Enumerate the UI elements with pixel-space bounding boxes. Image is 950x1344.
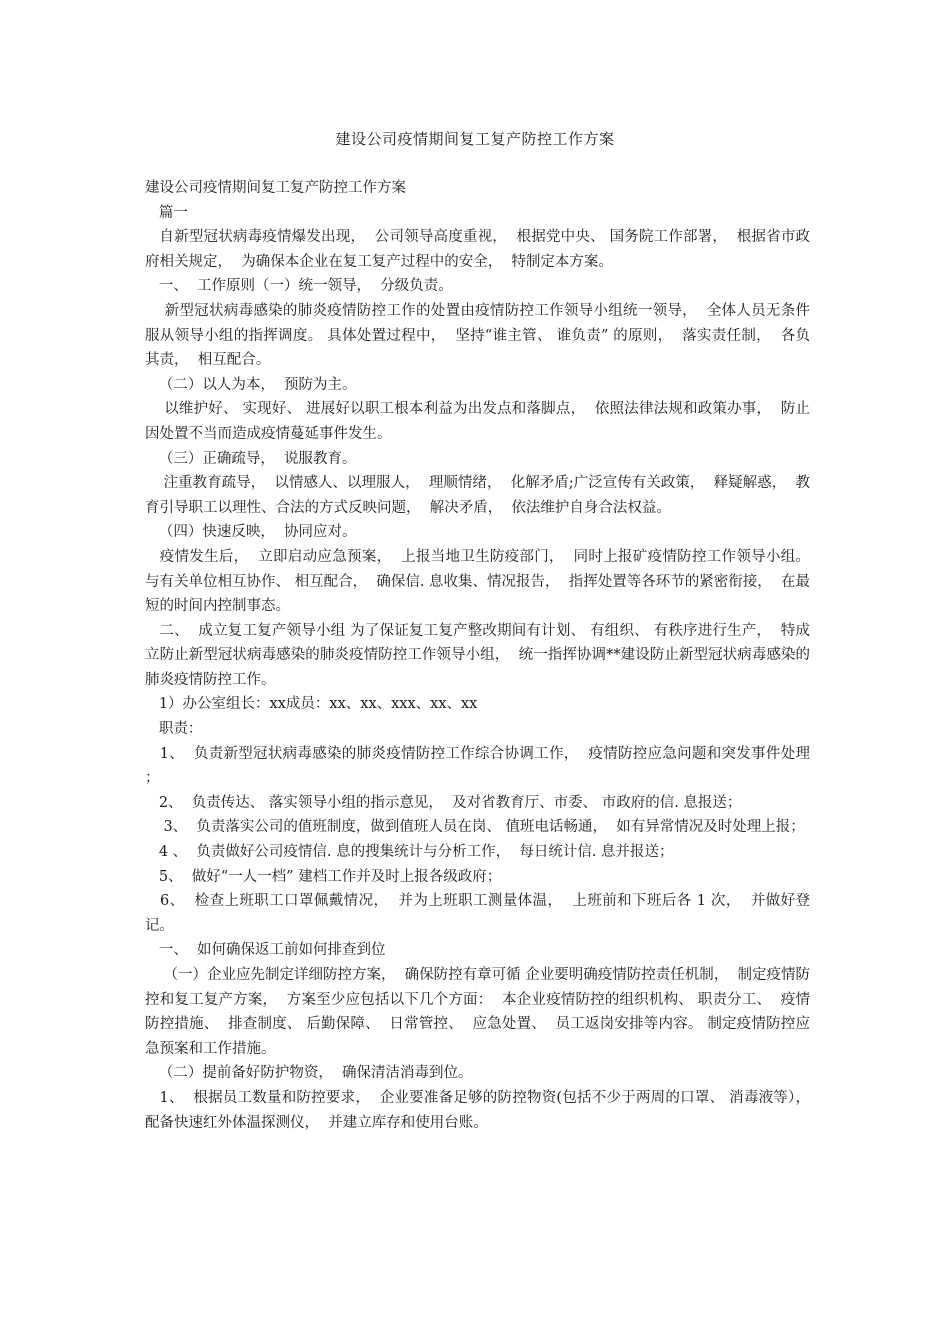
paragraph: 5、 做好“一人一档” 建档工作并及时上报各级政府； xyxy=(145,868,502,885)
paragraph: 3、 负责落实公司的值班制度，做到值班人员在岗、 值班电话畅通， 如有异常情况及时处理上报； xyxy=(145,819,805,836)
paragraph: 篇一 xyxy=(145,204,188,221)
paragraph: 1、 根据员工数量和防控要求， 企业要准备足够的防控物资(包括不少于两周的口罩、 消毒液等）， 配备快速红外体温探测仪， 并建立库存和使用台账。 xyxy=(145,1089,820,1131)
paragraph: （二）提前备好防护物资， 确保清洁消毒到位。 xyxy=(145,1065,473,1082)
paragraph: 注重教育疏导， 以情感人、以理服人， 理顺情绪， 化解矛盾;广泛宣传有关政策， 释疑解惑， 教育引导职工以理性、合法的方式反映问题， 解决矛盾， 依法维护自身合法权益。 xyxy=(145,475,810,516)
document-title: 建设公司疫情期间复工复产防控工作方案 xyxy=(335,130,615,148)
paragraph: 以维护好、 实现好、 进展好以职工根本利益为出发点和落脚点， 依照法律法规和政策办事， 防止因处置不当而造成疫情蔓延事件发生。 xyxy=(145,401,810,442)
paragraph: 自新型冠状病毒疫情爆发出现， 公司领导高度重视， 根据党中央、 国务院工作部署， 根据省市政府相关规定， 为确保本企业在复工复产过程中的安全， 特制定本方案。 xyxy=(145,229,811,270)
paragraph: 一、 如何确保返工前如何排查到位 xyxy=(145,942,386,959)
paragraph: 新型冠状病毒感染的肺炎疫情防控工作的处置由疫情防控工作领导小组统一领导， 全体人员无条件服从领导小组的指挥调度。 具体处置过程中， 坚持“谁主管、 谁负责” 的原则， 落实责任制， 各负其责， 相互配合。 xyxy=(145,302,810,369)
paragraph: 建设公司疫情期间复工复产防控工作方案 xyxy=(145,180,406,196)
paragraph: （二）以人为本， 预防为主。 xyxy=(145,376,357,393)
paragraph: （四）快速反映， 协同应对。 xyxy=(145,524,357,541)
document-body xyxy=(145,176,820,1135)
paragraph: 2、 负责传达、 落实领导小组的指示意见， 及对省教育厅、市委、 市政府的信. 息报送； xyxy=(145,794,742,811)
paragraph: （一）企业应先制定详细防控方案， 确保防控有章可循 企业要明确疫情防控责任机制， 制定疫情防控和复工复产方案， 方案至少应包括以下几个方面： 本企业疫情防控的组织机构、 职责分工、 疫情防控措施、 排查制度、 后勤保障、 日常管控、 应急处置、 员工返岗安排等内容。 制定疫情防控应急预案和工作措施。 xyxy=(145,967,811,1057)
paragraph: 1）办公室组长：xx成员：xx、xx、xxx、xx、xx xyxy=(145,696,478,713)
paragraph: 职责： xyxy=(145,721,203,738)
paragraph: （三）正确疏导， 说服教育。 xyxy=(145,450,357,467)
paragraph: 4 、 负责做好公司疫情信. 息的搜集统计与分析工作， 每日统计信. 息并报送； xyxy=(145,844,674,861)
paragraph: 6、 检查上班职工口罩佩戴情况， 并为上班职工测量体温， 上班前和下班后各 1 次， 并做好登记。 xyxy=(145,893,810,934)
paragraph: 二、 成立复工复产领导小组 为了保证复工复产整改期间有计划、 有组织、 有秩序进行生产， 特成立防止新型冠状病毒感染的肺炎疫情防控工作领导小组， 统一指挥协调**建设防止新型冠状病毒感染的肺炎疫情防控工作。 xyxy=(145,622,811,688)
paragraph: 疫情发生后， 立即启动应急预案， 上报当地卫生防疫部门， 同时上报矿疫情防控工作领导小组。 与有关单位相互协作、 相互配合， 确保信. 息收集、情况报告， 指挥处置等各环节的紧密衔接， 在最短的时间内控制事态。 xyxy=(145,548,815,615)
paragraph: 1、 负责新型冠状病毒感染的肺炎疫情防控工作综合协调工作， 疫情防控应急问题和突发事件处理 ； xyxy=(145,745,815,787)
paragraph: 一、 工作原则（一）统一领导， 分级负责。 xyxy=(145,278,453,295)
